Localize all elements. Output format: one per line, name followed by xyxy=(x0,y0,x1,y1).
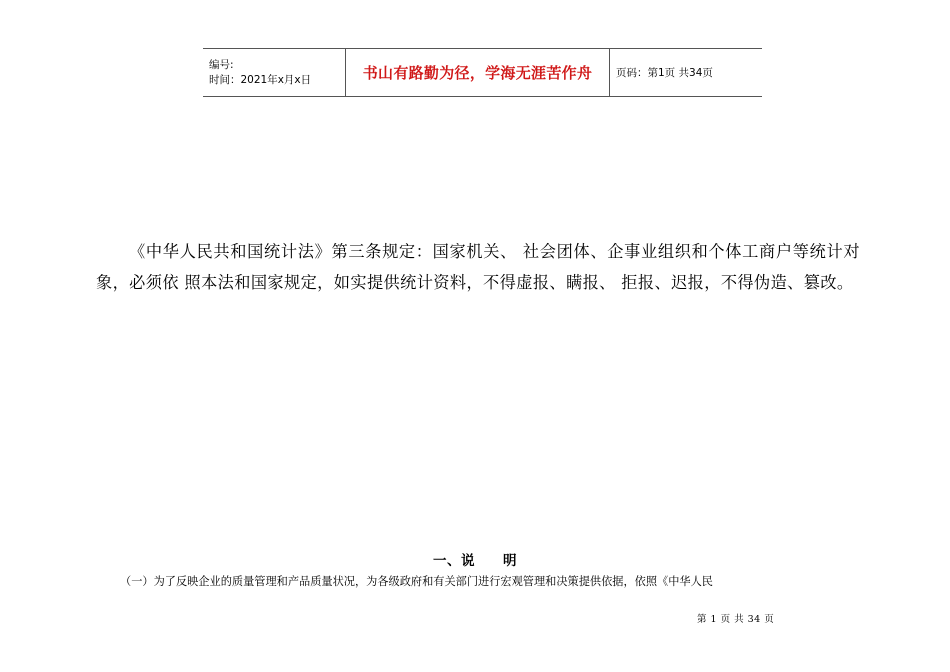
header-meta-cell xyxy=(203,49,346,96)
page-footer: 第 1 页 共 34 页 xyxy=(697,614,775,625)
header-motto: 书山有路勤为径，学海无涯苦作舟 xyxy=(362,64,593,82)
document-header xyxy=(203,48,762,97)
header-page-label: 页码：第1页 共34页 xyxy=(616,67,713,79)
section-heading: 一、说 明 xyxy=(433,553,517,569)
header-page-cell xyxy=(610,49,762,96)
statistics-law-paragraph: 《中华人民共和国统计法》第三条规定：国家机关、 社会团体、企事业组织和个体工商户等统计对象，必须依 照本法和国家规定，如实提供统计资料，不得虚报、瞒报、 拒报、迟报，不得伪造、篡改。 xyxy=(96,242,860,292)
section-intro-text: （一）为了反映企业的质量管理和产品质量状况，为各级政府和有关部门进行宏观管理和决策提供依据，依照《中华人民 xyxy=(120,575,713,588)
document-date-label: 时间：2021年x月x日 xyxy=(209,73,312,86)
document-number-label: 编号: xyxy=(209,58,234,71)
header-motto-cell xyxy=(346,49,610,96)
